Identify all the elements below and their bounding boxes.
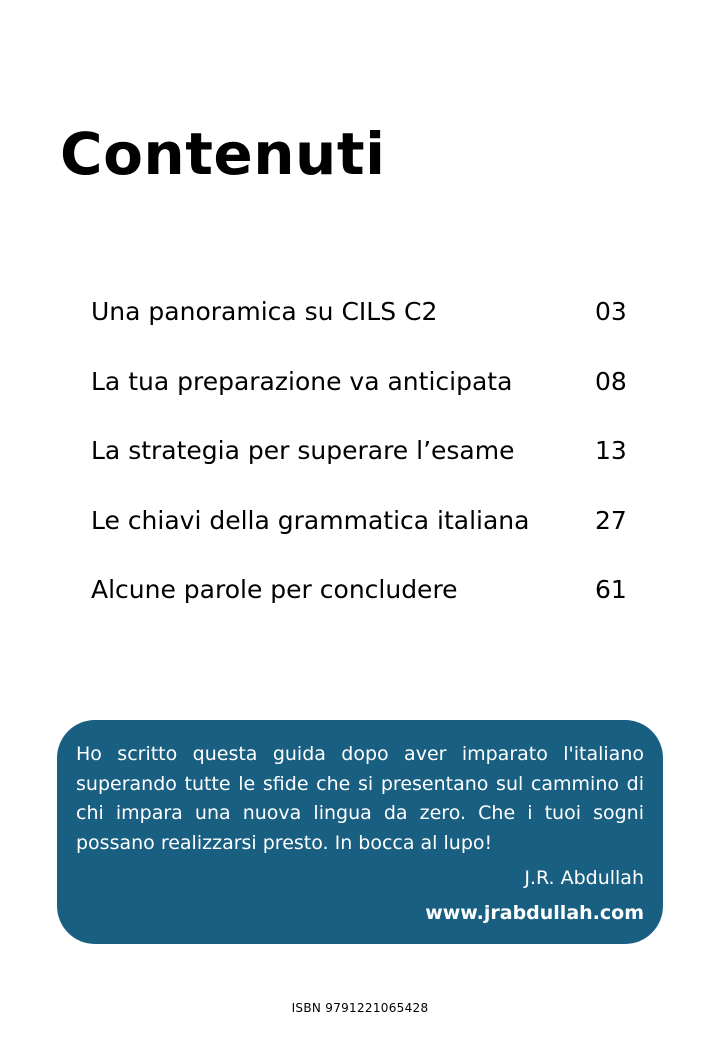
author-note-box bbox=[57, 720, 663, 944]
toc-entry-title: La strategia per superare l’esame bbox=[91, 436, 515, 465]
isbn-label: ISBN 9791221065428 bbox=[291, 1001, 429, 1015]
author-website-link[interactable]: www.jrabdullah.com bbox=[425, 902, 644, 924]
page-title: Contenuti bbox=[60, 120, 386, 188]
author-signature: J.R. Abdullah bbox=[524, 867, 644, 889]
toc-entry-page-number: 13 bbox=[595, 436, 627, 465]
toc-entry-page-number: 27 bbox=[595, 505, 627, 535]
toc-entry-title: Una panoramica su CILS C2 bbox=[91, 297, 438, 326]
toc-entry-page-number: 03 bbox=[595, 297, 627, 326]
table-of-contents bbox=[91, 291, 631, 639]
toc-entry bbox=[91, 361, 631, 431]
toc-entry-page-number: 61 bbox=[595, 575, 627, 604]
toc-entry-title: La tua preparazione va anticipata bbox=[91, 366, 513, 396]
toc-entry-title: Le chiavi della grammatica italiana bbox=[91, 505, 530, 535]
toc-entry bbox=[91, 500, 631, 570]
toc-entry bbox=[91, 430, 631, 500]
toc-entry bbox=[91, 291, 631, 361]
author-note-text: Ho scritto questa guida dopo aver imparato l'italiano superando tutte le sfide che si presentano sul cammino di chi impara una nuova lingua da zero. Che i tuoi sogni possano realizzarsi presto. In bocca al lupo! bbox=[76, 743, 644, 854]
toc-entry-page-number: 08 bbox=[595, 366, 627, 396]
toc-entry-title: Alcune parole per concludere bbox=[91, 575, 458, 604]
toc-entry bbox=[91, 569, 631, 639]
